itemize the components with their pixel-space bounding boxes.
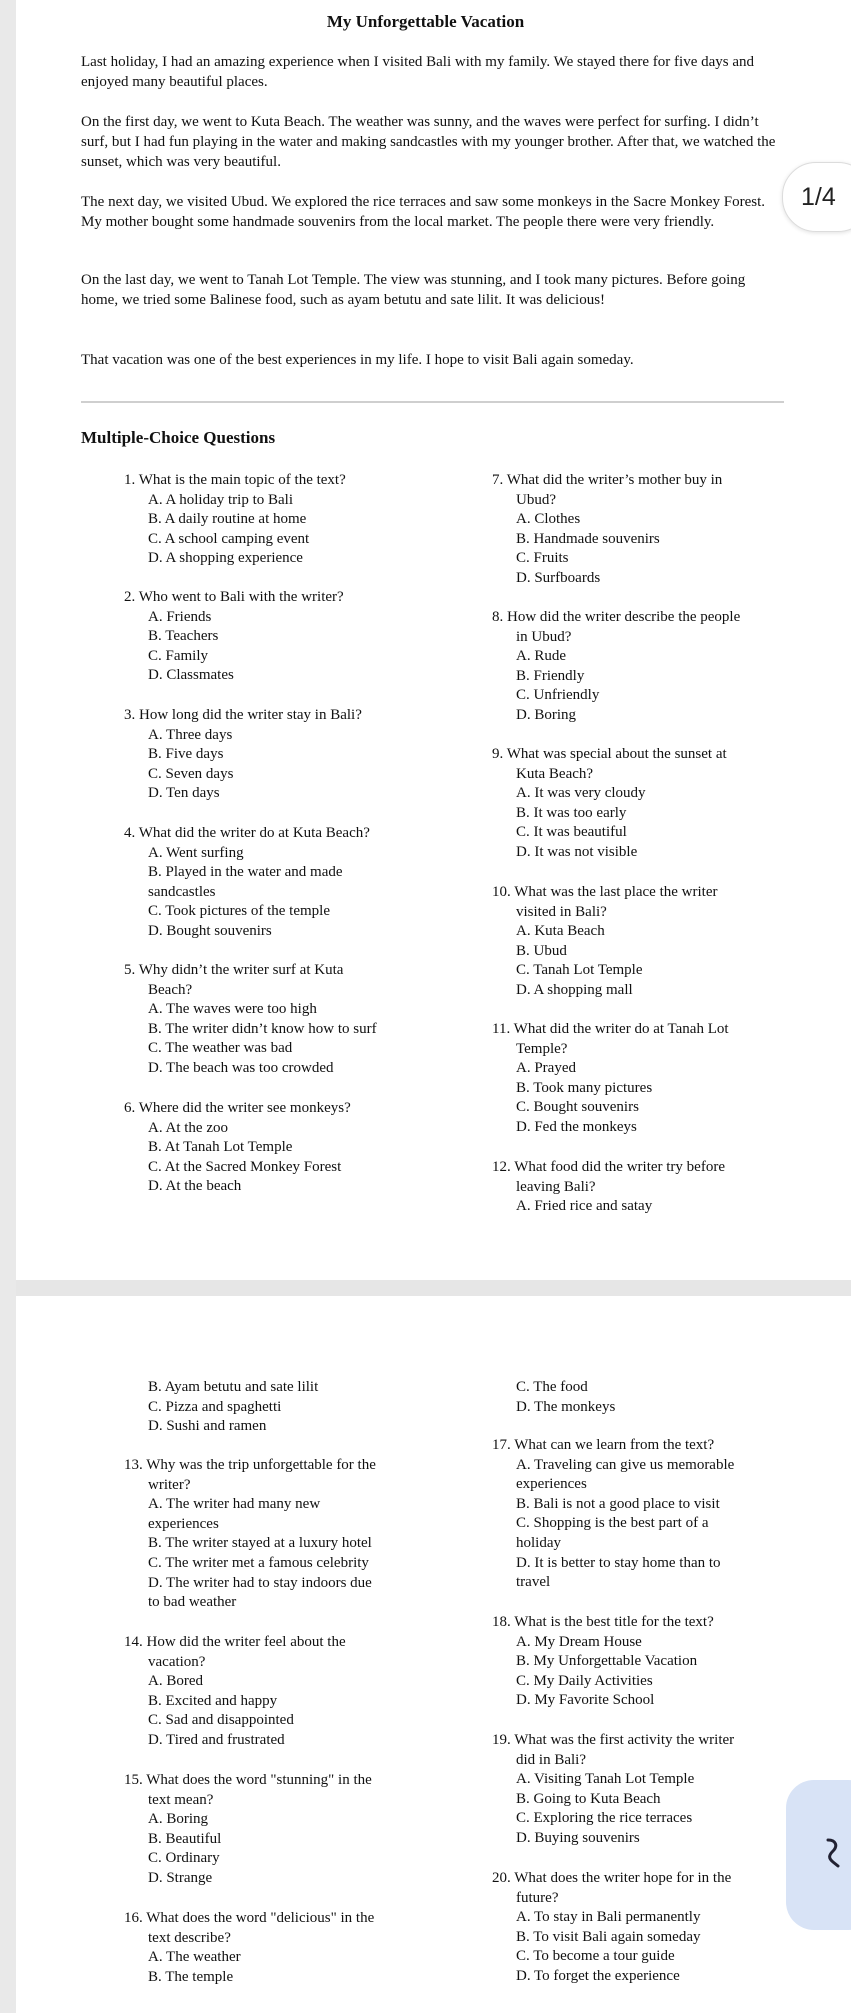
question-17 (492, 1436, 782, 1593)
answer-option: experiences (516, 1476, 587, 1493)
paragraph-conclusion: That vacation was one of the best experiences in my life. I hope to visit Bali again someday. (81, 352, 634, 368)
question-stem: 8. How did the writer describe the people (492, 609, 741, 625)
answer-option: C. The writer met a famous celebrity (148, 1554, 369, 1571)
answer-option: holiday (516, 1534, 561, 1551)
question-12-continued (124, 1378, 414, 1437)
answer-option: A. The weather (148, 1949, 241, 1966)
answer-option: C. Pizza and spaghetti (148, 1398, 282, 1415)
answer-option: B. My Unforgettable Vacation (516, 1653, 698, 1670)
answer-option: D. Ten days (148, 785, 220, 802)
question-6 (124, 1099, 414, 1197)
answer-option: B. At Tanah Lot Temple (148, 1139, 293, 1156)
answer-option: A. To stay in Bali permanently (516, 1909, 701, 1926)
answer-option: B. Going to Kuta Beach (516, 1790, 661, 1807)
answer-option: D. Surfboards (516, 569, 601, 586)
answer-option: D. Buying souvenirs (516, 1829, 640, 1846)
question-stem: 3. How long did the writer stay in Bali? (124, 707, 362, 723)
answer-option: experiences (148, 1515, 219, 1532)
paragraph-intro: Last holiday, I had an amazing experience when I visited Bali with my family. We stayed there for five days and enjoyed many beautiful places. (81, 54, 755, 90)
answer-option: travel (516, 1574, 551, 1591)
question-20 (492, 1869, 782, 1987)
question-stem: 17. What can we learn from the text? (492, 1437, 715, 1453)
answer-option: B. Beautiful (148, 1830, 222, 1847)
question-stem: 12. What food did the writer try before (492, 1159, 725, 1175)
answer-option: A. Rude (516, 648, 566, 665)
answer-option: C. The food (516, 1379, 588, 1395)
answer-option: C. At the Sacred Monkey Forest (148, 1158, 342, 1175)
answer-option: A. Friends (148, 608, 212, 625)
answer-option: B. Played in the water and made (148, 864, 343, 881)
answer-option: D. It is better to stay home than to (516, 1554, 721, 1571)
question-stem-continued: future? (516, 1889, 559, 1906)
question-14 (124, 1633, 414, 1751)
question-stem-continued: leaving Bali? (516, 1178, 596, 1195)
annotate-button[interactable] (786, 1780, 851, 1930)
question-18 (492, 1613, 782, 1711)
question-stem: 13. Why was the trip unforgettable for the (124, 1457, 376, 1473)
answer-option: A. The writer had many new (148, 1496, 321, 1513)
answer-option: A. It was very cloudy (516, 785, 646, 802)
answer-option: B. Handmade souvenirs (516, 530, 660, 547)
answer-option: D. The writer had to stay indoors due (148, 1574, 372, 1591)
answer-option: D. It was not visible (516, 843, 638, 860)
answer-option: C. Tanah Lot Temple (516, 962, 643, 979)
answer-option: B. Bali is not a good place to visit (516, 1495, 720, 1512)
question-stem: 2. Who went to Bali with the writer? (124, 589, 344, 605)
answer-option: C. My Daily Activities (516, 1672, 653, 1689)
answer-option: A. Fried rice and satay (516, 1198, 653, 1215)
question-stem-continued: vacation? (148, 1653, 206, 1670)
question-12 (492, 1158, 782, 1217)
paragraph-day-two: The next day, we visited Ubud. We explored the rice terraces and saw some monkeys in the Sacre Monkey Forest. My mother bought some handmade souvenirs from the local market. The people there were very friendly. (81, 194, 766, 230)
answer-option: A. A holiday trip to Bali (148, 491, 293, 508)
question-stem: 14. How did the writer feel about the (124, 1634, 346, 1650)
answer-option: D. To forget the experience (516, 1967, 680, 1984)
answer-option: A. Bored (148, 1673, 203, 1690)
answer-option: C. A school camping event (148, 530, 310, 547)
answer-option: D. Strange (148, 1869, 213, 1886)
answer-option: C. Bought souvenirs (516, 1099, 639, 1116)
paragraph-last-day: On the last day, we went to Tanah Lot Temple. The view was stunning, and I took many pictures. Before going home, we tried some Balinese food, such as ayam betutu and sate lilit. It was delicious! (81, 272, 746, 308)
question-stem-continued: text describe? (148, 1929, 231, 1946)
question-19 (492, 1731, 782, 1849)
question-16 (124, 1909, 414, 1987)
question-stem: 15. What does the word "stunning" in the (124, 1772, 372, 1788)
question-stem: 4. What did the writer do at Kuta Beach? (124, 825, 370, 841)
document-title: My Unforgettable Vacation (326, 12, 525, 31)
answer-option: B. Five days (148, 746, 224, 763)
question-10 (492, 883, 782, 1001)
answer-option: B. The writer didn’t know how to surf (148, 1020, 377, 1037)
question-2 (124, 588, 414, 686)
answer-option: C. Ordinary (148, 1850, 220, 1867)
answer-option: B. Teachers (148, 628, 219, 645)
answer-option: C. It was beautiful (516, 824, 627, 841)
question-stem-continued: text mean? (148, 1791, 214, 1808)
question-13 (124, 1456, 414, 1613)
answer-option: D. Boring (516, 706, 576, 723)
answer-option: C. The weather was bad (148, 1040, 293, 1057)
answer-option: A. Went surfing (148, 844, 244, 861)
answer-option: A. Traveling can give us memorable (516, 1456, 735, 1473)
answer-option: A. At the zoo (148, 1119, 228, 1136)
answer-option: C. Exploring the rice terraces (516, 1810, 693, 1827)
answer-option: B. To visit Bali again someday (516, 1928, 701, 1945)
question-4 (124, 824, 414, 942)
question-stem: 18. What is the best title for the text? (492, 1614, 714, 1630)
mcq-heading: Multiple-Choice Questions (81, 428, 276, 447)
answer-option: D. Fed the monkeys (516, 1118, 637, 1135)
answer-option: B. The temple (148, 1968, 234, 1985)
answer-option: A. Clothes (516, 511, 581, 528)
answer-option: sandcastles (148, 883, 216, 900)
question-1 (124, 471, 414, 569)
paragraph-day-one: On the first day, we went to Kuta Beach. The weather was sunny, and the waves were perfect for surfing. I didn’t surf, but I had fun playing in the water and making sandcastles with my younger brother. After that, we watched the sunset, which was very beautiful. (81, 114, 776, 170)
question-3 (124, 706, 414, 804)
question-7 (492, 471, 782, 589)
question-stem: 7. What did the writer’s mother buy in (492, 472, 723, 488)
answer-option: D. Tired and frustrated (148, 1731, 285, 1748)
question-stem-continued: writer? (148, 1476, 191, 1493)
answer-option: C. To become a tour guide (516, 1948, 675, 1965)
answer-option: B. The writer stayed at a luxury hotel (148, 1535, 372, 1552)
question-stem-continued: Beach? (148, 981, 193, 998)
answer-option: A. Kuta Beach (516, 923, 605, 940)
question-11 (492, 1020, 782, 1138)
question-9 (492, 745, 782, 863)
page-indicator[interactable] (782, 162, 851, 232)
answer-option: D. A shopping mall (516, 981, 633, 998)
question-stem: 10. What was the last place the writer (492, 884, 718, 900)
pen-icon (826, 1836, 840, 1875)
question-stem-continued: Temple? (516, 1040, 568, 1057)
answer-option: B. Excited and happy (148, 1692, 278, 1709)
answer-option: B. Took many pictures (516, 1079, 653, 1096)
question-stem-continued: did in Bali? (516, 1751, 586, 1768)
question-5 (124, 961, 414, 1079)
question-stem: 9. What was special about the sunset at (492, 746, 727, 762)
answer-option: B. Ayam betutu and sate lilit (148, 1379, 319, 1395)
question-15 (124, 1771, 414, 1889)
answer-option: A. Three days (148, 726, 233, 743)
question-stem-continued: Ubud? (516, 491, 556, 508)
answer-option: D. Sushi and ramen (148, 1418, 267, 1435)
answer-option: A. Prayed (516, 1060, 576, 1077)
answer-option: C. Family (148, 647, 209, 664)
question-8 (492, 608, 782, 726)
answer-option: B. A daily routine at home (148, 511, 307, 528)
question-stem: 19. What was the first activity the writer (492, 1732, 735, 1748)
page-indicator-label: 1/4 (801, 182, 836, 211)
question-stem: 1. What is the main topic of the text? (124, 472, 346, 488)
answer-option: D. Classmates (148, 667, 234, 684)
question-stem-continued: in Ubud? (516, 628, 572, 645)
answer-option: D. At the beach (148, 1178, 242, 1195)
answer-option: D. A shopping experience (148, 550, 303, 567)
answer-option: B. It was too early (516, 804, 627, 821)
answer-option: C. Unfriendly (516, 687, 600, 704)
answer-option: A. Boring (148, 1811, 208, 1828)
answer-option: D. My Favorite School (516, 1692, 655, 1709)
answer-option: C. Fruits (516, 550, 569, 567)
answer-option: to bad weather (148, 1594, 237, 1611)
section-divider (81, 401, 784, 403)
question-16-continued (492, 1378, 782, 1417)
question-stem: 16. What does the word "delicious" in the (124, 1910, 375, 1926)
page-separator (16, 1280, 851, 1296)
question-stem-continued: visited in Bali? (516, 903, 607, 920)
question-stem-continued: Kuta Beach? (516, 765, 594, 782)
question-stem: 20. What does the writer hope for in the (492, 1870, 732, 1886)
answer-option: C. Sad and disappointed (148, 1712, 294, 1729)
answer-option: A. Visiting Tanah Lot Temple (516, 1771, 695, 1788)
question-stem: 5. Why didn’t the writer surf at Kuta (124, 962, 344, 978)
answer-option: C. Shopping is the best part of a (516, 1515, 709, 1532)
question-stem: 11. What did the writer do at Tanah Lot (492, 1021, 729, 1037)
answer-option: D. Bought souvenirs (148, 922, 272, 939)
answer-option: D. The monkeys (516, 1398, 616, 1415)
answer-option: B. Ubud (516, 942, 567, 959)
answer-option: D. The beach was too crowded (148, 1059, 334, 1076)
answer-option: C. Seven days (148, 765, 234, 782)
answer-option: A. The waves were too high (148, 1001, 317, 1018)
answer-option: A. My Dream House (516, 1633, 642, 1650)
question-stem: 6. Where did the writer see monkeys? (124, 1100, 351, 1116)
answer-option: C. Took pictures of the temple (148, 903, 330, 920)
answer-option: B. Friendly (516, 667, 585, 684)
